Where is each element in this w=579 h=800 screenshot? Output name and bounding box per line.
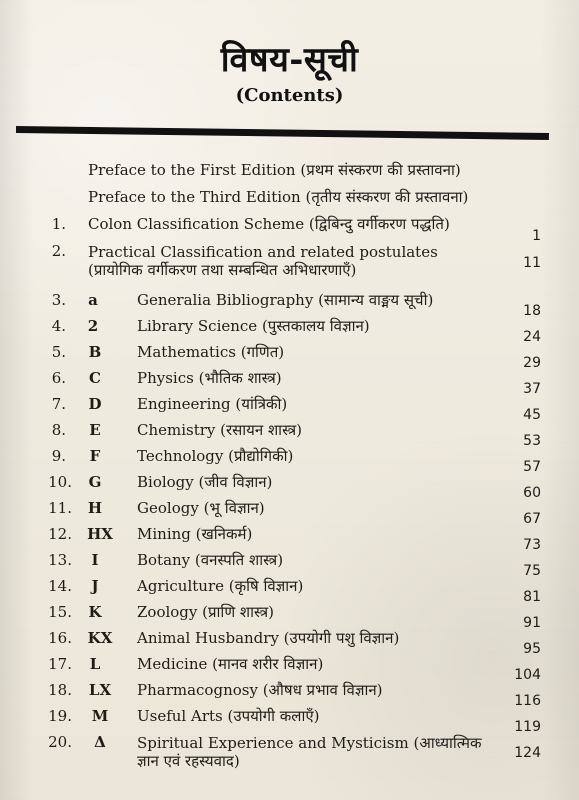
toc-label: Biology (जीव विज्ञान)	[137, 473, 273, 491]
toc-number: 17.	[48, 655, 72, 673]
toc-row	[0, 344, 579, 370]
toc-row	[0, 708, 579, 734]
toc-label: Agriculture (कृषि विज्ञान)	[137, 577, 304, 595]
toc-row	[0, 682, 579, 708]
toc-code: Δ	[94, 733, 106, 751]
toc-page: 75	[523, 563, 541, 579]
toc-page: 57	[523, 459, 541, 475]
toc-number: 11.	[48, 499, 72, 517]
toc-code: a	[88, 291, 98, 309]
page-title-hindi: विषय-सूची	[220, 40, 359, 80]
toc-code: B	[88, 343, 102, 361]
toc-code: E	[89, 421, 101, 439]
toc-label: Useful Arts (उपयोगी कलाएँ)	[137, 707, 320, 725]
toc-number: 13.	[48, 551, 72, 569]
toc-row	[0, 422, 579, 448]
toc-row	[0, 500, 579, 526]
toc-number: 16.	[48, 629, 72, 647]
toc-page: 53	[523, 433, 541, 449]
toc-row	[0, 162, 579, 188]
toc-row	[0, 526, 579, 552]
toc-page: 1	[532, 228, 541, 244]
toc-row	[0, 370, 579, 396]
toc-code: H	[87, 499, 103, 517]
toc-number: 9.	[51, 447, 66, 465]
toc-page: 81	[523, 589, 541, 605]
toc-number: 15.	[48, 603, 72, 621]
toc-row	[0, 656, 579, 682]
toc-page: 67	[523, 511, 541, 527]
toc-row	[0, 474, 579, 500]
toc-number: 6.	[51, 369, 66, 387]
toc-page: 95	[523, 641, 541, 657]
toc-page: 124	[514, 745, 541, 761]
toc-page: 11	[523, 255, 541, 271]
toc-page: 60	[523, 485, 541, 501]
toc-code: LX	[88, 681, 112, 699]
toc-label: Zoology (प्राणि शास्त्र)	[137, 603, 274, 621]
toc-label: Botany (वनस्पति शास्त्र)	[137, 551, 284, 569]
toc-label: Practical Classification and related postulates (प्रायोगिक वर्गीकरण तथा सम्बन्धित अभिधारणाएँ)	[88, 243, 438, 279]
toc-number: 14.	[48, 577, 72, 595]
page-title-english: (Contents)	[235, 85, 344, 106]
toc-page: 116	[514, 693, 541, 709]
toc-row	[0, 578, 579, 604]
toc-number: 1.	[51, 215, 66, 233]
toc-label: Preface to the Third Edition (तृतीय संस्करण की प्रस्तावना)	[88, 188, 469, 206]
toc-code: D	[88, 395, 102, 413]
toc-code: J	[91, 577, 99, 595]
toc-label: Medicine (मानव शरीर विज्ञान)	[137, 655, 324, 673]
toc-row	[0, 604, 579, 630]
toc-label: Colon Classification Scheme (द्विबिन्दु वर्गीकरण पद्धति)	[88, 215, 450, 233]
toc-number: 10.	[48, 473, 72, 491]
toc-number: 7.	[51, 395, 66, 413]
toc-page: 73	[523, 537, 541, 553]
toc-label: Preface to the First Edition (प्रथम संस्करण की प्रस्तावना)	[88, 161, 461, 179]
toc-code: HX	[87, 525, 113, 543]
toc-code: L	[89, 655, 101, 673]
toc-number: 3.	[51, 291, 66, 309]
toc-row	[0, 396, 579, 422]
toc-row	[0, 552, 579, 578]
toc-label: Animal Husbandry (उपयोगी पशु विज्ञान)	[137, 629, 400, 647]
toc-row	[0, 448, 579, 474]
toc-code: M	[91, 707, 109, 725]
toc-code: 2	[87, 317, 99, 335]
toc-number: 20.	[48, 733, 72, 751]
toc-number: 18.	[48, 681, 72, 699]
toc-code: KX	[87, 629, 113, 647]
toc-code: K	[88, 603, 102, 621]
toc-row	[0, 243, 579, 289]
toc-row	[0, 318, 579, 344]
toc-code: C	[89, 369, 101, 387]
toc-label: Engineering (यांत्रिकी)	[137, 395, 288, 413]
toc-row	[0, 630, 579, 656]
toc-page: 91	[523, 615, 541, 631]
toc-code: G	[88, 473, 102, 491]
toc-code: F	[89, 447, 101, 465]
toc-label: Generalia Bibliography (सामान्य वाङ्मय सूची)	[137, 291, 434, 309]
toc-label: Spiritual Experience and Mysticism (आध्यात्मिक ज्ञान एवं रहस्यवाद)	[137, 734, 482, 770]
toc-number: 12.	[48, 525, 72, 543]
toc-number: 8.	[51, 421, 66, 439]
toc-label: Physics (भौतिक शास्त्र)	[137, 369, 282, 387]
toc-number: 19.	[48, 707, 72, 725]
toc-page: 104	[514, 667, 541, 683]
toc-label: Chemistry (रसायन शास्त्र)	[137, 421, 303, 439]
toc-label: Library Science (पुस्तकालय विज्ञान)	[137, 317, 370, 335]
toc-row	[0, 734, 579, 780]
toc-row	[0, 216, 579, 242]
toc-page: 119	[514, 719, 541, 735]
toc-row	[0, 189, 579, 215]
toc-page: 37	[523, 381, 541, 397]
toc-number: 5.	[51, 343, 66, 361]
toc-label: Pharmacognosy (औषध प्रभाव विज्ञान)	[137, 681, 383, 699]
toc-label: Geology (भू विज्ञान)	[137, 499, 265, 517]
toc-label: Mining (खनिकर्म)	[137, 525, 253, 543]
toc-number: 2.	[51, 242, 66, 260]
toc-page: 45	[523, 407, 541, 423]
toc-page: 29	[523, 355, 541, 371]
toc-row	[0, 292, 579, 318]
toc-label: Mathematics (गणित)	[137, 343, 285, 361]
toc-number: 4.	[51, 317, 66, 335]
toc-code: I	[91, 551, 99, 569]
toc-label: Technology (प्रौद्योगिकी)	[137, 447, 294, 465]
toc-page: 18	[523, 303, 541, 319]
toc-page: 24	[523, 329, 541, 345]
